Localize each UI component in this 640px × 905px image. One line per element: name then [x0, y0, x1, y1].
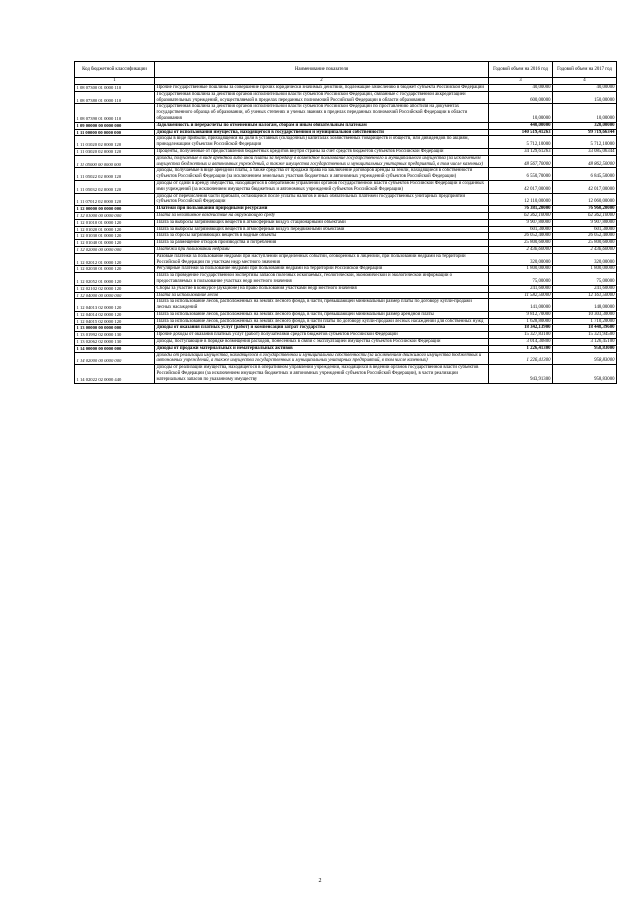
row-value-2016: 6 550,70000 — [489, 168, 553, 181]
header-name: Наименование показателя — [155, 62, 489, 78]
row-name: Государственная пошлина за действия органов исполнительной власти субъектов Российской Федерации, связанные с государственной аккредитацией образовательных учреждений, осуществляемой в пределах переданных полномочий Российской Федерации в области образования — [155, 91, 489, 104]
row-name: Разовые платежи за пользование недрами при наступлении определенных событий, оговоренных в лицензии, при пользовании недрами на территории Российской Федерации по участкам недр местного значения — [155, 253, 489, 266]
row-name: Плата за размещение отходов производства и потребления — [155, 240, 489, 247]
row-value-2017: 10 303,30000 — [553, 311, 617, 318]
revenue-table — [74, 61, 617, 384]
row-value-2017: 5 712,10000 — [553, 136, 617, 149]
row-value-2016: 40,00000 — [489, 85, 553, 92]
table-row — [75, 266, 617, 273]
row-value-2016: 11 582,50000 — [489, 292, 553, 299]
row-value-2017: 48 862,50000 — [553, 155, 617, 168]
table-row — [75, 193, 617, 206]
row-name: Доходы в виде прибыли, приходящейся на доли в уставных (складочных) капиталах хозяйственных товариществ и обществ, или дивидендов по акциям, принадлежащим субъектам Российской Федерации — [155, 136, 489, 149]
row-value-2017: 150,00000 — [553, 91, 617, 104]
row-value-2017: 99 719,66344 — [553, 129, 617, 136]
table-row — [75, 85, 617, 92]
row-name: Доходы от перечисления части прибыли, остающейся после уплаты налогов и иных обязательных платежей государственных унитарных предприятий субъектов Российской Федерации — [155, 193, 489, 206]
row-value-2017: 42 017,00000 — [553, 180, 617, 193]
row-name: Плата за негативное воздействие на окружающую среду — [155, 212, 489, 219]
row-value-2016: 42 017,00000 — [489, 180, 553, 193]
row-value-2016: 601,30000 — [489, 226, 553, 233]
row-name: Платежи при пользовании природными ресурсами — [155, 206, 489, 213]
row-code: 1 12 02000 00 0000 000 — [75, 246, 155, 253]
row-value-2016: 1 800,00000 — [489, 266, 553, 273]
row-name: Плата за выбросы загрязняющих веществ в атмосферный воздух передвижными объектами — [155, 226, 489, 233]
table-body — [75, 85, 617, 384]
row-code: 1 12 04015 02 0000 120 — [75, 318, 155, 325]
row-code: 1 14 00000 00 0000 000 — [75, 345, 155, 352]
row-code: 1 12 00000 00 0000 000 — [75, 206, 155, 213]
row-name: Доходы от реализации имущества, находящегося в оперативном управлении учреждений, находящихся в ведении органов государственной власти субъектов Российской Федерации (за исключением имущества бюджетных и автономных учреждений субъектов Российской Федерации), в части реализации материальных запасов по указанному имуществу — [155, 365, 489, 383]
row-value-2016: 5 712,10000 — [489, 136, 553, 149]
table-row — [75, 345, 617, 352]
row-value-2017: 15 321,94500 — [553, 332, 617, 339]
row-name: Доходы от сдачи в аренду имущества, находящегося в оперативном управлении органов государственной власти субъектов Российской Федерации и созданных ими учреждений (за исключением имущества бюджетных и автономных учреждений субъектов Российской Федерации) — [155, 180, 489, 193]
row-code: 1 14 02000 00 0000 000 — [75, 352, 155, 365]
row-value-2016: 18 342,13900 — [489, 325, 553, 332]
row-value-2016: 48 567,70000 — [489, 155, 553, 168]
table-row — [75, 129, 617, 136]
row-name: Задолженность и перерасчеты по отмененным налогам, сборам и иным обязательным платежам — [155, 122, 489, 129]
table-row — [75, 292, 617, 299]
row-value-2016: 3 014,30800 — [489, 339, 553, 346]
row-code: 1 12 01010 01 0000 120 — [75, 219, 155, 226]
row-value-2016: 943,91300 — [489, 365, 553, 383]
table-row — [75, 212, 617, 219]
row-name: Плата за сбросы загрязняющих веществ в водные объекты — [155, 233, 489, 240]
row-code: 1 12 02102 02 0000 120 — [75, 285, 155, 292]
table-row — [75, 148, 617, 155]
row-value-2017: 958,83000 — [553, 345, 617, 352]
table-row — [75, 246, 617, 253]
row-value-2016: 15 327,83100 — [489, 332, 553, 339]
row-name: Прочие государственные пошлины за совершение прочих юридически значимых действий, подлежащие зачислению в бюджет субъекта Российской Федерации — [155, 85, 489, 92]
row-value-2016: 9 812,70000 — [489, 311, 553, 318]
row-value-2016: 10,00000 — [489, 104, 553, 122]
page-number: 2 — [318, 878, 322, 884]
row-code: 1 11 07012 02 0000 120 — [75, 193, 155, 206]
row-value-2016: 320,00000 — [489, 253, 553, 266]
column-number: 3 — [489, 78, 553, 85]
row-code: 1 12 01000 00 0000 000 — [75, 212, 155, 219]
column-number-row — [75, 78, 617, 85]
row-name: Государственная пошлина за действия органов исполнительной власти субъектов Российской Федерации по проставлению апостиля на документах государственного образца об образовании, об ученых степенях и ученых званиях в пределах переданных полномочий Российской Федерации в области образования — [155, 104, 489, 122]
column-number: 4 — [553, 78, 617, 85]
row-value-2016: 62 362,10000 — [489, 212, 553, 219]
header-code: Код бюджетной классификации — [75, 62, 155, 78]
row-code: 1 12 04014 02 0000 120 — [75, 311, 155, 318]
table-row — [75, 285, 617, 292]
row-code: 1 13 01992 02 0000 130 — [75, 332, 155, 339]
row-name: Доходы от использования имущества, находящегося в государственной и муниципальной собственности — [155, 129, 489, 136]
table-row — [75, 122, 617, 129]
row-value-2016: 1 226,41300 — [489, 352, 553, 365]
row-value-2016: 75,00000 — [489, 273, 553, 286]
table-row — [75, 240, 617, 247]
row-value-2017: 40,00000 — [553, 85, 617, 92]
row-value-2017: 241,60000 — [553, 285, 617, 292]
row-value-2016: 1 628,80000 — [489, 318, 553, 325]
row-name: Плата за выбросы загрязняющих веществ в атмосферный воздух стационарными объектами — [155, 219, 489, 226]
row-value-2016: 1 226,41300 — [489, 345, 553, 352]
table-row — [75, 299, 617, 312]
row-code: 1 12 04000 00 0000 000 — [75, 292, 155, 299]
table-row — [75, 104, 617, 122]
table-row — [75, 136, 617, 149]
table-row — [75, 311, 617, 318]
row-code: 1 11 05022 02 0000 120 — [75, 168, 155, 181]
row-code: 1 12 04013 02 0000 120 — [75, 299, 155, 312]
table-row — [75, 352, 617, 365]
row-value-2017: 18 448,39600 — [553, 325, 617, 332]
row-code: 1 11 05032 02 0000 120 — [75, 180, 155, 193]
row-value-2016: 241,60000 — [489, 285, 553, 292]
row-value-2017: 76 960,20000 — [553, 206, 617, 213]
table-row — [75, 365, 617, 383]
row-value-2017: 25 800,60000 — [553, 240, 617, 247]
row-value-2017: 3 126,45100 — [553, 339, 617, 346]
row-name: Плата за использование лесов, расположенных на землях лесного фонда, в части платы по договору купли-продажи лесных насаждений для собственных нужд — [155, 318, 489, 325]
table-header-row — [75, 62, 617, 78]
row-value-2017: 26 052,40000 — [553, 233, 617, 240]
row-value-2017: 6 845,50000 — [553, 168, 617, 181]
document-page — [74, 61, 616, 384]
row-code: 1 11 03020 02 0000 120 — [75, 148, 155, 155]
row-code: 1 12 02030 01 0000 120 — [75, 266, 155, 273]
row-value-2017: 1 710,20000 — [553, 318, 617, 325]
table-row — [75, 318, 617, 325]
row-value-2017: 10,00000 — [553, 104, 617, 122]
row-code: 1 12 01030 01 0000 120 — [75, 233, 155, 240]
row-value-2017: 75,00000 — [553, 273, 617, 286]
row-code: 1 11 01020 02 0000 120 — [75, 136, 155, 149]
row-value-2017: 12 060,00000 — [553, 193, 617, 206]
row-value-2016: 26 052,40000 — [489, 233, 553, 240]
row-name: Регулярные платежи за пользование недрами при пользовании недрами на территории Российской Федерации — [155, 266, 489, 273]
row-value-2017: 320,00000 — [553, 253, 617, 266]
table-row — [75, 233, 617, 240]
row-name: Доходы, получаемые в виде арендной либо иной платы за передачу в возмездное пользование государственного и муниципального имущества (за исключением имущества бюджетных и автономных учреждений, а также имущества государственных и муниципальных унитарных предприятий, в том числе казенных) — [155, 155, 489, 168]
column-number: 2 — [155, 78, 489, 85]
row-name: Плата за использование лесов, расположенных на землях лесного фонда, в части, превышающей минимальный размер платы по договору купли-продажи лесных насаждений — [155, 299, 489, 312]
table-row — [75, 91, 617, 104]
table-row — [75, 273, 617, 286]
row-code: 1 12 01040 01 0000 120 — [75, 240, 155, 247]
row-name: Прочие доходы от оказания платных услуг (работ) получателями средств бюджетов субъектов Российской Федерации — [155, 332, 489, 339]
row-value-2017: 148,00000 — [553, 299, 617, 312]
row-value-2016: 12 110,00000 — [489, 193, 553, 206]
row-code: 1 12 01020 01 0000 120 — [75, 226, 155, 233]
row-name: Проценты, полученные от предоставления бюджетных кредитов внутри страны за счет средств бюджетов субъектов Российской Федерации — [155, 148, 489, 155]
row-name: Доходы от продажи материальных и нематериальных активов — [155, 345, 489, 352]
row-value-2017: 62 362,10000 — [553, 212, 617, 219]
header-year-2016: Годовой объем на 2016 год — [489, 62, 553, 78]
row-value-2016: 140 519,41263 — [489, 129, 553, 136]
row-value-2016: 440,00000 — [489, 122, 553, 129]
table-row — [75, 332, 617, 339]
table-row — [75, 168, 617, 181]
row-name: Сборы за участие в конкурсе (аукционе) на право пользования участками недр местного значения — [155, 285, 489, 292]
row-value-2017: 2 436,60000 — [553, 246, 617, 253]
row-value-2017: 958,83000 — [553, 365, 617, 383]
table-row — [75, 206, 617, 213]
row-value-2017: 320,00000 — [553, 122, 617, 129]
row-name: Платежи при пользовании недрами — [155, 246, 489, 253]
row-value-2016: 76 381,20000 — [489, 206, 553, 213]
row-code: 1 12 02012 01 0000 120 — [75, 253, 155, 266]
row-name: Плата за использование лесов — [155, 292, 489, 299]
table-row — [75, 226, 617, 233]
table-row — [75, 219, 617, 226]
table-row — [75, 180, 617, 193]
row-value-2017: 12 161,50000 — [553, 292, 617, 299]
row-name: Плата за проведение государственной экспертизы запасов полезных ископаемых, геологической, экономической и экологической информации о предоставляемых в пользование участках недр местного значения — [155, 273, 489, 286]
column-number: 1 — [75, 78, 155, 85]
row-code: 1 08 07390 01 0000 110 — [75, 104, 155, 122]
row-name: Доходы, поступающие в порядке возмещения расходов, понесенных в связи с эксплуатацией имущества субъектов Российской Федерации — [155, 339, 489, 346]
row-name: Плата за использование лесов, расположенных на землях лесного фонда, в части, превышающей минимальный размер арендной платы — [155, 311, 489, 318]
row-code: 1 08 07300 01 0000 110 — [75, 85, 155, 92]
row-code: 1 13 02062 02 0000 130 — [75, 339, 155, 346]
row-value-2016: 600,00000 — [489, 91, 553, 104]
row-value-2017: 33 085,06344 — [553, 148, 617, 155]
row-value-2017: 601,30000 — [553, 226, 617, 233]
row-code: 1 11 00000 00 0000 000 — [75, 129, 155, 136]
row-value-2016: 9 907,80000 — [489, 219, 553, 226]
row-value-2016: 25 800,60000 — [489, 240, 553, 247]
row-value-2017: 1 800,00000 — [553, 266, 617, 273]
row-value-2016: 141,00000 — [489, 299, 553, 312]
row-name: Доходы от оказания платных услуг (работ) и компенсации затрат государства — [155, 325, 489, 332]
row-code: 1 08 07380 01 0000 110 — [75, 91, 155, 104]
table-row — [75, 155, 617, 168]
table-row — [75, 339, 617, 346]
row-code: 1 13 00000 00 0000 000 — [75, 325, 155, 332]
row-value-2017: 9 907,80000 — [553, 219, 617, 226]
row-value-2017: 958,83000 — [553, 352, 617, 365]
row-code: 1 11 05000 00 0000 000 — [75, 155, 155, 168]
row-code: 1 09 00000 00 0000 000 — [75, 122, 155, 129]
header-year-2017: Годовой объем на 2017 год — [553, 62, 617, 78]
table-row — [75, 253, 617, 266]
row-code: 1 12 02052 01 0000 120 — [75, 273, 155, 286]
row-code: 1 14 02022 02 0000 440 — [75, 365, 155, 383]
row-value-2016: 2 436,60000 — [489, 246, 553, 253]
row-name: Доходы от реализации имущества, находящегося в государственной и муниципальной собственности (за исключением движимого имущества бюджетных и автономных учреждений, а также имущества государственных и муниципальных унитарных предприятий, в том числе казенных) — [155, 352, 489, 365]
row-name: Доходы, получаемые в виде арендной платы, а также средства от продажи права на заключение договоров аренды за земли, находящиеся в собственности субъектов Российской Федерации (за исключением земельных участков бюджетных и автономных учреждений субъектов Российской Федерации) — [155, 168, 489, 181]
row-value-2016: 34 129,61263 — [489, 148, 553, 155]
table-row — [75, 325, 617, 332]
